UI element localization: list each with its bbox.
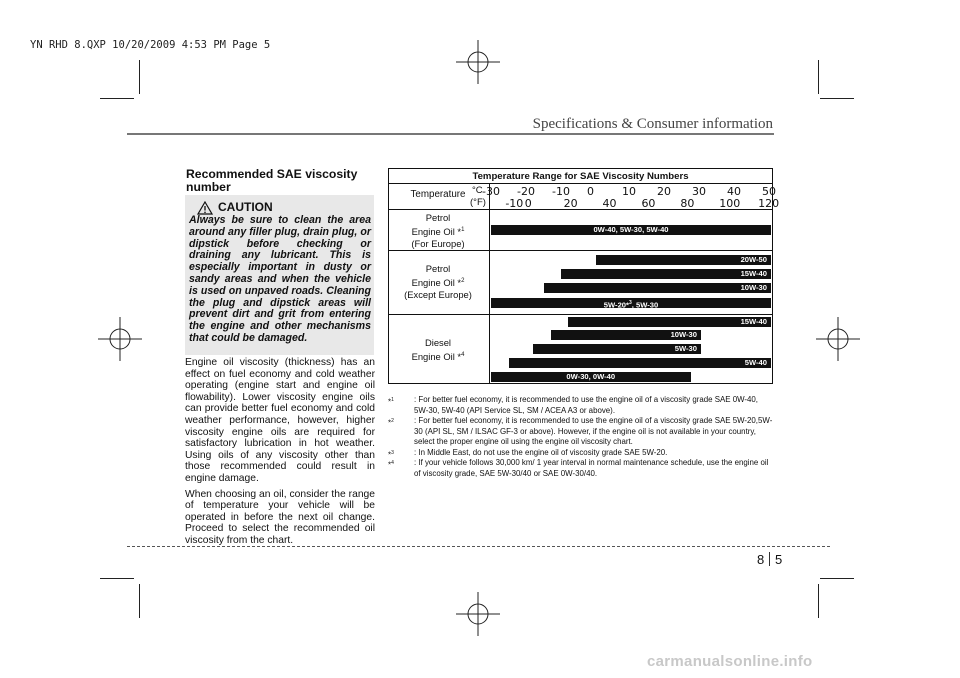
scale-tick-label: 100 xyxy=(719,197,741,210)
page-number: 5 xyxy=(775,552,783,567)
row-label-line: (For Europe) xyxy=(411,238,465,250)
viscosity-bar: 15W-40 xyxy=(568,317,771,327)
header-rule xyxy=(127,133,774,135)
print-slug: YN RHD 8.QXP 10/20/2009 4:53 PM Page 5 xyxy=(30,39,271,51)
footnote-key xyxy=(388,416,394,429)
row-label-petrol-except-europe xyxy=(389,263,487,301)
row-label-line xyxy=(389,224,487,238)
caution-text: Always be sure to clean the area around any filler plug, drain plug, or dipstick before checking or draining any lubricant. This is especially important in dusty or sandy areas and when the vehicle is used on unpaved roads. Cleaning the plug and dipstick areas will prevent dirt and grit from entering the engine and other mechanisms that could be damaged. xyxy=(189,214,371,344)
scale-tick-label: 80 xyxy=(680,197,695,210)
unit-fahrenheit: (°F) xyxy=(470,197,486,208)
footnote-ref: 1 xyxy=(461,227,465,233)
crop-mark xyxy=(100,578,134,579)
crop-mark xyxy=(100,98,134,99)
scale-tick-label: -10 xyxy=(505,197,524,210)
caution-title: CAUTION xyxy=(218,200,273,214)
section-heading: Recommended SAE viscosity number xyxy=(186,167,358,194)
divider xyxy=(389,314,772,315)
watermark: carmanualsonline.info xyxy=(647,653,813,670)
footnote-number: 1 xyxy=(391,397,394,403)
footnote-text: : In Middle East, do not use the engine oil of viscosity grade SAE 5W-20. xyxy=(414,447,668,457)
row-label-text: Engine Oil * xyxy=(411,226,462,238)
scale-tick-label: 20 xyxy=(657,185,671,198)
scale-tick-label: 0 xyxy=(587,185,594,198)
scale-tick-label: 120 xyxy=(758,197,780,210)
scale-tick-label: -30 xyxy=(482,185,500,198)
unit-celsius: °C xyxy=(472,185,483,196)
divider xyxy=(389,183,772,184)
viscosity-bar: 5W-30 xyxy=(533,344,701,354)
body-text xyxy=(185,357,375,551)
row-label-line xyxy=(389,275,487,289)
row-label-text: Engine Oil * xyxy=(411,277,462,289)
scale-tick-label: 40 xyxy=(727,185,741,198)
page-chapter: 8 xyxy=(757,552,765,567)
scale-tick-label: -10 xyxy=(552,185,570,198)
footer-rule xyxy=(127,546,830,547)
crop-mark xyxy=(818,584,819,618)
viscosity-bar: 0W-30, 0W-40 xyxy=(491,372,691,382)
row-label-line: Petrol xyxy=(425,212,451,223)
registration-mark-icon xyxy=(456,40,500,84)
footnotes xyxy=(388,395,774,479)
scale-tick-label: 60 xyxy=(641,197,656,210)
row-label-line: Petrol xyxy=(425,263,451,274)
crop-mark xyxy=(820,578,854,579)
viscosity-table xyxy=(388,168,780,384)
crop-mark xyxy=(139,584,140,618)
registration-mark-icon xyxy=(98,317,142,361)
viscosity-bar: 0W-40, 5W-30, 5W-40 xyxy=(491,225,771,235)
body-paragraph: Engine oil viscosity (thickness) has an effect on fuel economy and cold weather operating (engine start and engine oil flowability). Lower viscosity engine oils can provide better fuel economy and cold weather performance, however, higher viscosity engine oils are required for satisfactory lubrication in hot weather. Using oils of any viscosity other than those recommended could result in engine damage. xyxy=(185,357,375,484)
scale-tick-label: 30 xyxy=(692,185,706,198)
footnote-star: * xyxy=(388,418,392,428)
viscosity-bar: 5W-40 xyxy=(509,358,772,368)
warning-triangle-icon xyxy=(197,201,213,215)
divider xyxy=(489,183,490,383)
footnote-star: * xyxy=(388,397,392,407)
page-number-separator xyxy=(769,552,770,566)
row-label-petrol-europe xyxy=(389,212,487,250)
row-label-line xyxy=(389,349,487,363)
row-label-line: (Except Europe) xyxy=(404,289,472,301)
scale-tick-label: 50 xyxy=(762,185,776,198)
footnote-star: * xyxy=(388,460,392,470)
table-title: Temperature Range for SAE Viscosity Numbers xyxy=(472,171,689,182)
footnote-key xyxy=(388,458,394,471)
footnote-star: * xyxy=(388,450,392,460)
scale-tick-label: 20 xyxy=(563,197,578,210)
registration-mark-icon xyxy=(816,317,860,361)
viscosity-bar: 15W-40 xyxy=(561,269,771,279)
footnote-ref: 4 xyxy=(461,352,465,358)
row-label-line: Diesel xyxy=(424,337,452,348)
divider xyxy=(389,209,772,210)
row-label-text: Engine Oil * xyxy=(411,351,462,363)
temperature-label: Temperature xyxy=(410,189,466,200)
footnote-ref: 2 xyxy=(461,278,465,284)
viscosity-bar: 5W-20*$^3$, 5W-30 xyxy=(491,298,771,308)
footnote-number: 2 xyxy=(391,418,394,424)
crop-mark xyxy=(820,98,854,99)
footnote-text: : For better fuel economy, it is recommended to use the engine oil of a viscosity grade SAE 0W-40, 5W-30, 5W-40 (API Service SL, SM / ACEA A3 or above). xyxy=(414,395,758,415)
viscosity-bar: 20W-50 xyxy=(596,255,771,265)
footnote-key xyxy=(388,395,394,408)
footnote-number: 4 xyxy=(391,460,394,466)
footnote xyxy=(388,458,774,479)
viscosity-bar: 10W-30 xyxy=(551,330,702,340)
footnote-text: : If your vehicle follows 30,000 km/ 1 year interval in normal maintenance schedule, use the engine oil of viscosity grade, SAE 5W-30/40 or SAE 0W-30/40. xyxy=(414,458,769,478)
body-paragraph: When choosing an oil, consider the range of temperature your vehicle will be operated in before the next oil change. Proceed to select the recommended oil viscosity from the chart. xyxy=(185,488,375,546)
caution-box xyxy=(185,195,374,355)
row-label-diesel xyxy=(389,337,487,363)
crop-mark xyxy=(818,60,819,94)
footnote xyxy=(388,416,774,448)
footnote xyxy=(388,395,774,416)
footnote xyxy=(388,448,774,459)
scale-tick-label: -20 xyxy=(517,185,535,198)
scale-tick-label: 0 xyxy=(524,197,532,210)
section-header: Specifications & Consumer information xyxy=(532,116,773,132)
footnote-text: : For better fuel economy, it is recommended to use the engine oil of a viscosity grade SAE 5W-20,5W-30 (API SL, SM / ILSAC GF-3 or above). However, if the engine oil is not available in your country, select the proper engine oil using the engine oil viscosity chart. xyxy=(414,416,773,446)
scale-tick-label: 40 xyxy=(602,197,617,210)
divider xyxy=(389,250,772,251)
viscosity-bar: 10W-30 xyxy=(544,283,772,293)
crop-mark xyxy=(139,60,140,94)
registration-mark-icon xyxy=(456,592,500,636)
footnote-number: 3 xyxy=(391,449,394,456)
scale-tick-label: 10 xyxy=(622,185,636,198)
